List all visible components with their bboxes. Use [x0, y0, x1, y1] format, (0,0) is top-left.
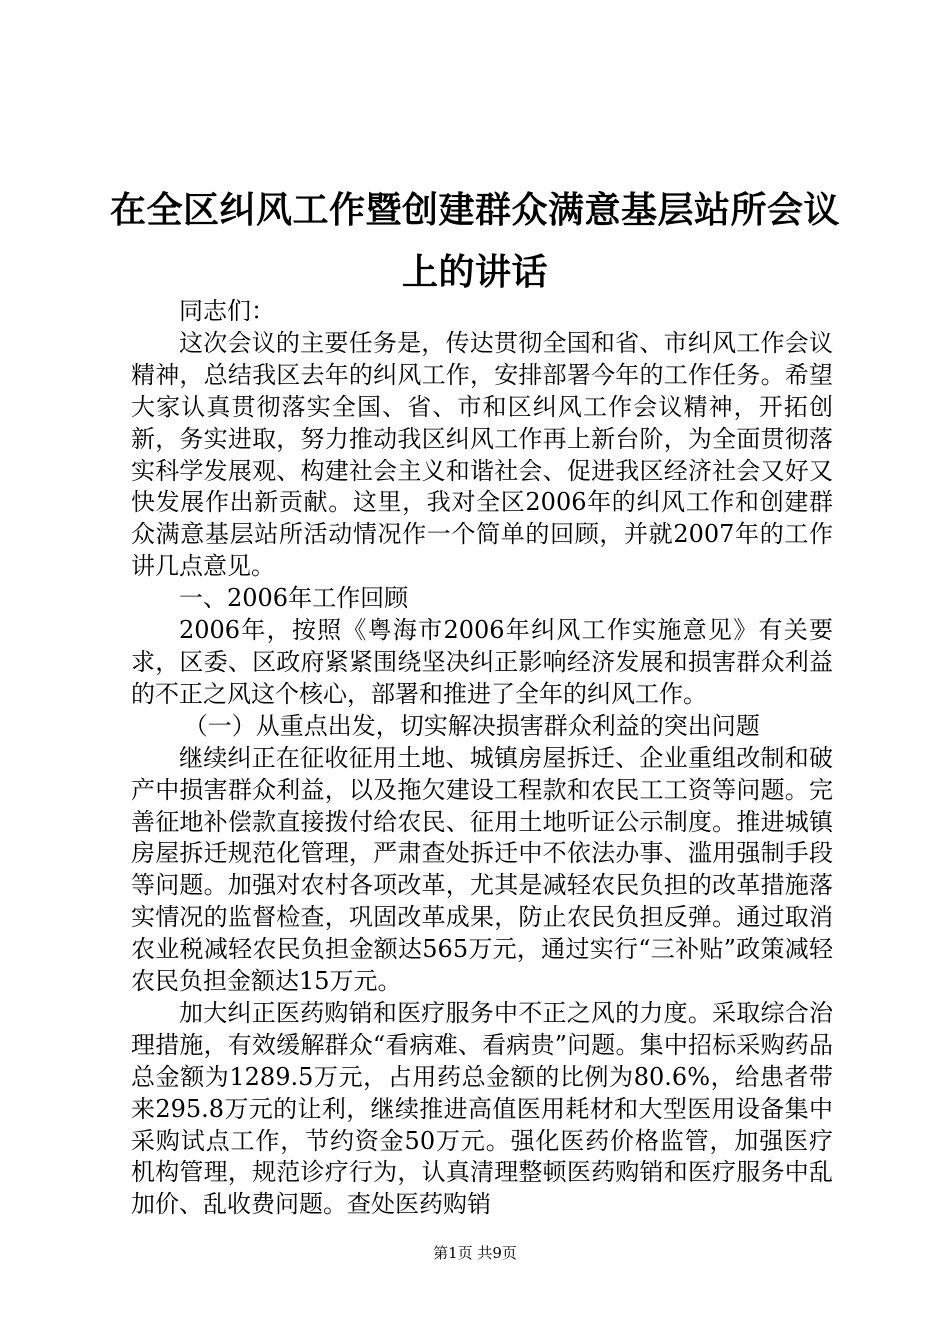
paragraph-intro: 这次会议的主要任务是，传达贯彻全国和省、市纠风工作会议精神，总结我区去年的纠风工作，安排部署今年的工作任务。希望大家认真贯彻落实全国、省、市和区纠风工作会议精神，开拓创新，务实进取，努力推动我区纠风工作再上新台阶，为全面贯彻落实科学发展观、构建社会主义和谐社会、促进我区经济社会又好又快发展作出新贡献。这里，我对全区2006年的纠风工作和创建群众满意基层站所活动情况作一个简单的回顾，并就2007年的工作讲几点意见。 — [131, 328, 833, 581]
page-footer: 第1页 共9页 — [433, 1244, 517, 1262]
subsection-heading: （一）从重点出发，切实解决损害群众利益的突出问题 — [183, 711, 760, 740]
document-title — [110, 180, 840, 304]
paragraph-review: 2006年，按照《粤海市2006年纠风工作实施意见》有关要求，区委、区政府紧紧围绕坚决纠正影响经济发展和损害群众利益的不正之风这个核心，部署和推进了全年的纠风工作。 — [131, 616, 833, 708]
paragraph-medical: 加大纠正医药购销和医疗服务中不正之风的力度。采取综合治理措施，有效缓解群众“看病难、看病贵”问题。集中招标采购药品总金额为1289.5万元，占用药总金额的比例为80.6%，给患者带来295.8万元的让利，继续推进高值医用耗材和大型医用设备集中采购试点工作，节约资金50万元。强化医药价格监管，加强医疗机构管理，规范诊疗行为，认真清理整顿医药购销和医疗服务中乱加价、乱收费问题。查处医药购销 — [131, 998, 833, 1219]
salutation: 同志们： — [179, 297, 275, 325]
title-line-1: 在全区纠风工作暨创建群众满意基层站所会议 — [110, 190, 841, 231]
title-line-2: 上的讲话 — [401, 252, 548, 293]
document-body — [131, 296, 833, 1221]
section-heading: 一、2006年工作回顾 — [179, 584, 409, 613]
paragraph-land: 继续纠正在征收征用土地、城镇房屋拆迁、企业重组改制和破产中损害群众利益，以及拖欠建设工程款和农民工工资等问题。完善征地补偿款直接拨付给农民、征用土地听证公示制度。推进城镇房屋拆迁规范化管理，严肃查处拆迁中不依法办事、滥用强制手段等问题。加强对农村各项改革，尤其是减轻农民负担的改革措施落实情况的监督检查，巩固改革成果，防止农民负担反弹。通过取消农业税减轻农民负担金额达565万元，通过实行“三补贴”政策减轻农民负担金额达15万元。 — [131, 743, 833, 996]
